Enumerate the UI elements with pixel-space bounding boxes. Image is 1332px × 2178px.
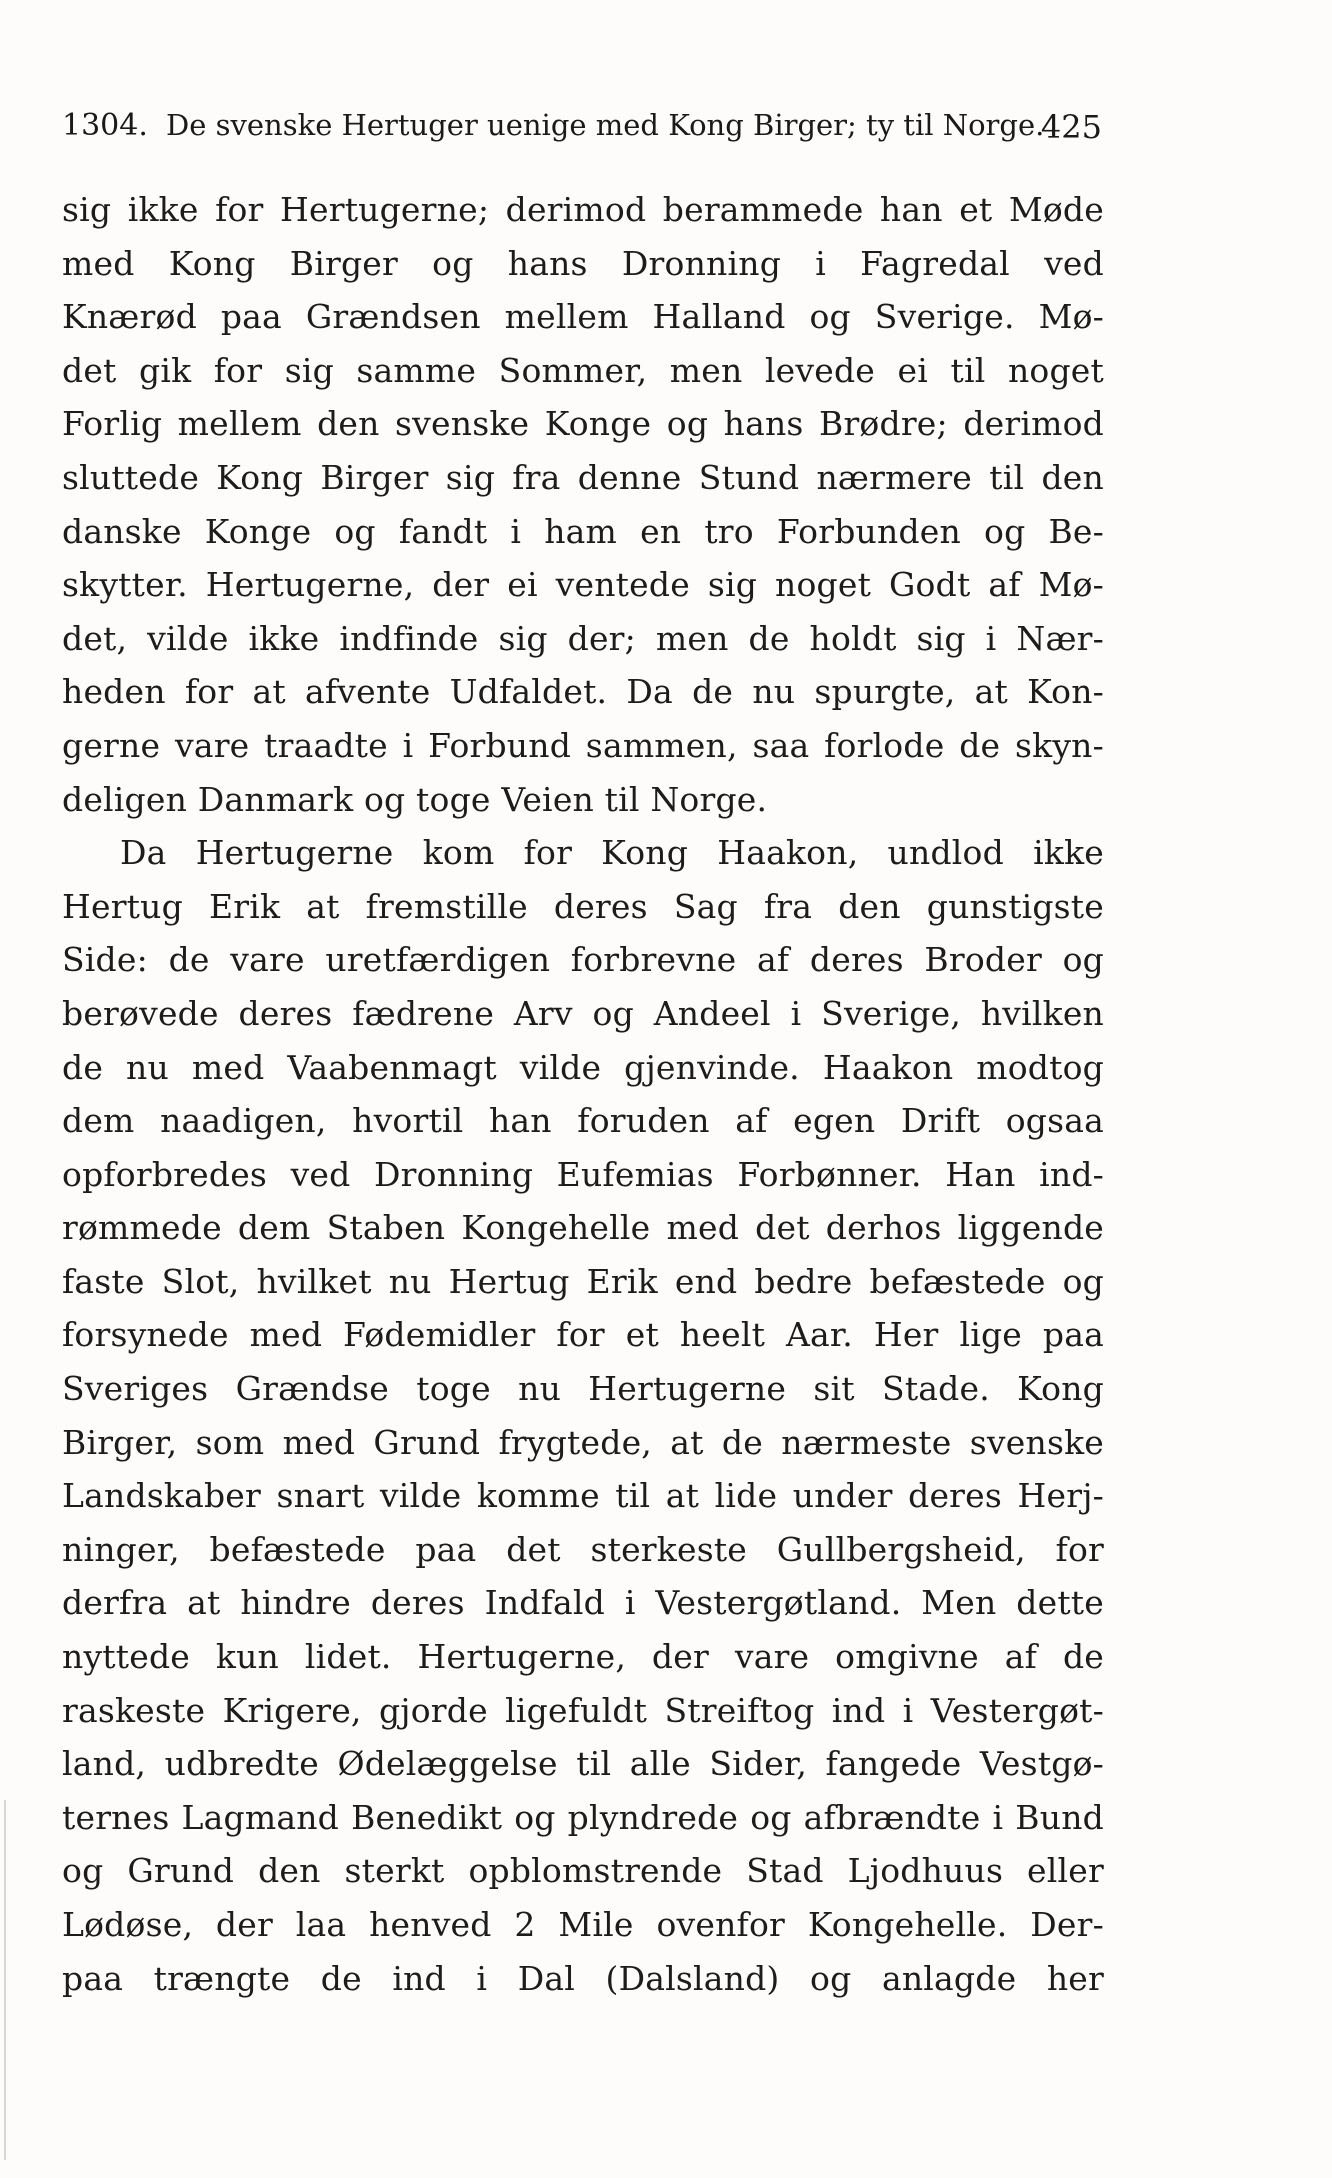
text-line: Da Hertugerne kom for Kong Haakon, undlod ikke bbox=[120, 833, 1104, 873]
page-header bbox=[62, 108, 1102, 152]
text-line: rømmede dem Staben Kongehelle med det derhos liggende bbox=[62, 1208, 1104, 1248]
text-line: forsynede med Fødemidler for et heelt Aar. Her lige paa bbox=[62, 1315, 1104, 1355]
text-line: ninger, befæstede paa det sterkeste Gullbergsheid, for bbox=[62, 1529, 1104, 1569]
text-line: dem naadigen, hvortil han foruden af egen Drift ogsaa bbox=[62, 1101, 1104, 1141]
header-year: 1304. bbox=[62, 108, 148, 143]
text-line: det gik for sig samme Sommer, men levede ei til noget bbox=[62, 350, 1104, 390]
text-line: Hertug Erik at fremstille deres Sag fra den gunstigste bbox=[62, 886, 1104, 926]
text-line: derfra at hindre deres Indfald i Vestergøtland. Men dette bbox=[62, 1583, 1104, 1623]
text-line: faste Slot, hvilket nu Hertug Erik end bedre befæstede og bbox=[62, 1261, 1104, 1301]
text-line: heden for at afvente Udfaldet. Da de nu spurgte, at Kon- bbox=[62, 672, 1104, 712]
text-line: deligen Danmark og toge Veien til Norge. bbox=[62, 779, 768, 819]
text-line: raskeste Krigere, gjorde ligefuldt Streiftog ind i Vestergøt- bbox=[62, 1690, 1104, 1730]
text-line: de nu med Vaabenmagt vilde gjenvinde. Haakon modtog bbox=[62, 1047, 1104, 1087]
text-line: Knærød paa Grændsen mellem Halland og Sverige. Mø- bbox=[62, 297, 1104, 337]
text-line: paa trængte de ind i Dal (Dalsland) og anlagde her bbox=[62, 1958, 1104, 1998]
text-line: Landskaber snart vilde komme til at lide under deres Herj- bbox=[62, 1476, 1104, 1516]
text-line: Sveriges Grændse toge nu Hertugerne sit Stade. Kong bbox=[62, 1369, 1104, 1409]
text-line: Side: de vare uretfærdigen forbrevne af deres Broder og bbox=[62, 940, 1104, 980]
running-title: De svenske Hertuger uenige med Kong Birger; ty til Norge. bbox=[166, 108, 1045, 142]
body-text bbox=[62, 183, 1104, 2005]
text-line: opforbredes ved Dronning Eufemias Forbønner. Han ind- bbox=[62, 1154, 1104, 1194]
text-line: og Grund den sterkt opblomstrende Stad Ljodhuus eller bbox=[62, 1851, 1104, 1891]
text-line: Lødøse, der laa henved 2 Mile ovenfor Kongehelle. Der- bbox=[62, 1905, 1104, 1944]
text-line: Forlig mellem den svenske Konge og hans Brødre; derimod bbox=[62, 404, 1104, 444]
text-line: berøvede deres fædrene Arv og Andeel i Sverige, hvilken bbox=[62, 993, 1104, 1033]
text-line: land, udbredte Ødelæggelse til alle Sider, fangede Vestgø- bbox=[62, 1744, 1104, 1784]
text-line: med Kong Birger og hans Dronning i Fagredal ved bbox=[62, 243, 1104, 283]
text-line: sluttede Kong Birger sig fra denne Stund nærmere til den bbox=[62, 457, 1104, 497]
text-line: det, vilde ikke indfinde sig der; men de holdt sig i Nær- bbox=[62, 618, 1104, 658]
text-line: gerne vare traadte i Forbund sammen, saa forlode de skyn- bbox=[62, 725, 1104, 765]
text-line: nyttede kun lidet. Hertugerne, der vare omgivne af de bbox=[62, 1637, 1104, 1677]
page-edge-shadow bbox=[4, 1800, 6, 2160]
text-line: skytter. Hertugerne, der ei ventede sig noget Godt af Mø- bbox=[62, 565, 1104, 605]
text-line: ternes Lagmand Benedikt og plyndrede og afbrændte i Bund bbox=[62, 1797, 1104, 1837]
text-line: danske Konge og fandt i ham en tro Forbunden og Be- bbox=[62, 511, 1104, 551]
text-line: Birger, som med Grund frygtede, at de nærmeste svenske bbox=[62, 1422, 1104, 1462]
page-number: 425 bbox=[1040, 108, 1102, 146]
text-line: sig ikke for Hertugerne; derimod berammede han et Møde bbox=[62, 190, 1104, 229]
